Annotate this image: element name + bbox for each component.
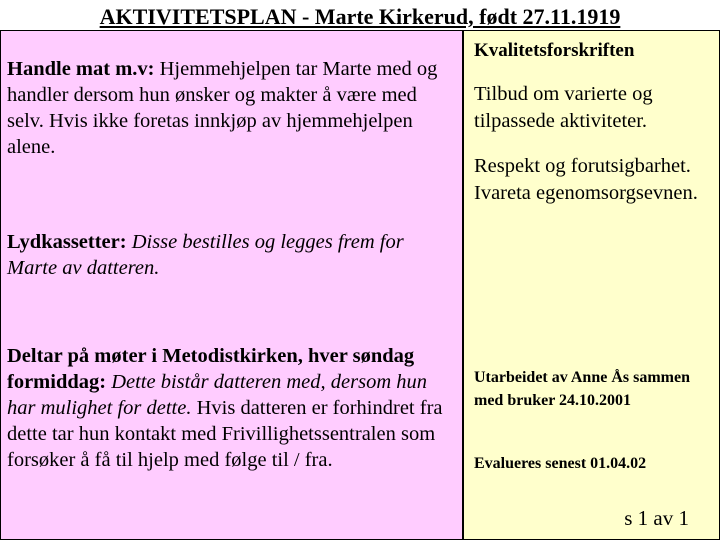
church-italic-text: Dette bistår datteren med, dersom hun har mulighet for dette. bbox=[7, 371, 428, 419]
church-label: Deltar på møter i Metodistkirken, hver søndag formiddag: bbox=[7, 345, 415, 393]
activity-panel bbox=[0, 30, 463, 540]
quality-point-2: Respekt og forutsigbarhet. Ivareta egenomsorgsevnen. bbox=[474, 155, 698, 204]
church-text: Hvis datteren er forhindret fra dette tar hun kontakt med Frivillighetssentralen som forsøker å få til hjelp med følge til / fra. bbox=[7, 397, 443, 471]
quality-panel bbox=[463, 30, 720, 540]
quality-point-1: Tilbud om varierte og tilpassede aktiviteter. bbox=[474, 83, 653, 132]
shopping-entry bbox=[7, 56, 457, 160]
cassette-entry bbox=[7, 229, 457, 281]
cassette-label: Lydkassetter: bbox=[7, 231, 127, 253]
church-entry bbox=[7, 343, 457, 473]
cassette-text: Disse bestilles og legges frem for Marte av datteren. bbox=[7, 231, 404, 279]
evaluation-date: Evalueres senest 01.04.02 bbox=[474, 455, 647, 472]
page-title: AKTIVITETSPLAN - Marte Kirkerud, født 27.11.1919 bbox=[99, 4, 621, 29]
prepared-by: Utarbeidet av Anne Ås sammen med bruker 24.10.2001 bbox=[474, 369, 690, 409]
quality-heading: Kvalitetsforskriften bbox=[474, 40, 635, 61]
page-number: s 1 av 1 bbox=[624, 506, 689, 530]
shopping-text: Hjemmehjelpen tar Marte med og handler dersom hun ønsker og makter å være med selv. Hvis ikke foretas innkjøp av hjemmehjelpen alene. bbox=[7, 58, 438, 158]
shopping-label: Handle mat m.v: bbox=[7, 58, 155, 80]
